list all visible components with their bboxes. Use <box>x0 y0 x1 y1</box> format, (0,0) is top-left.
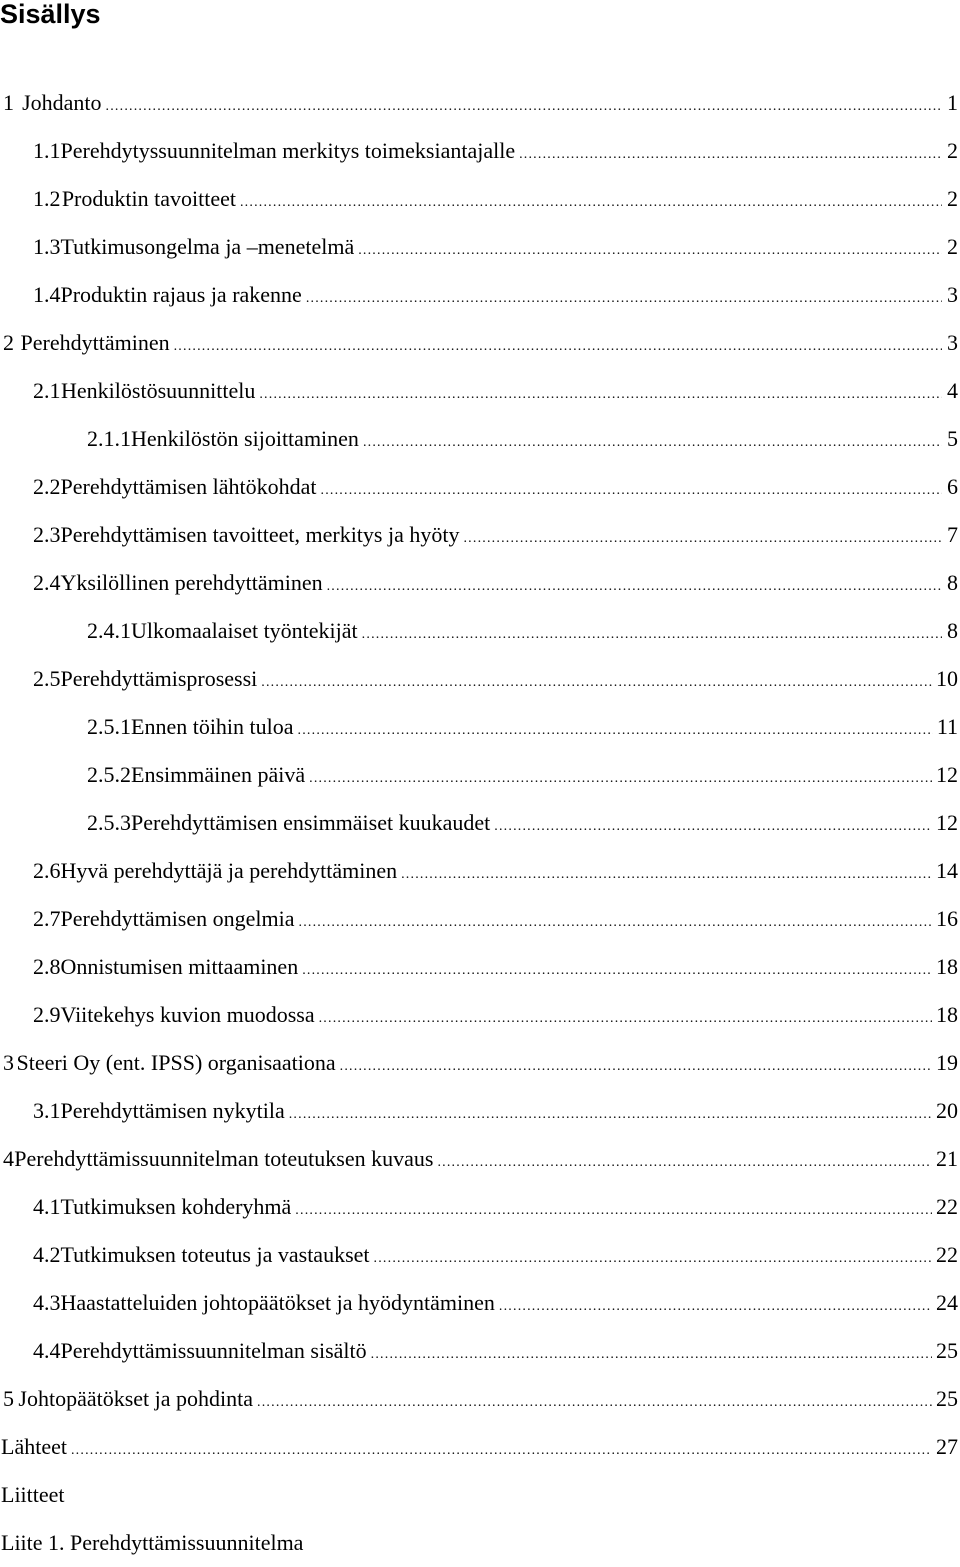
toc-entry-title: Perehdyttämisen tavoitteet, merkitys ja hyöty <box>60 522 460 547</box>
toc-entry-title: Johtopäätökset ja pohdinta <box>18 1386 254 1411</box>
toc-entry-title: Perehdyttämisen ensimmäiset kuukaudet <box>131 810 491 835</box>
toc-dot-leader <box>257 1379 932 1427</box>
toc-entry-number: 2.5.1 <box>87 714 131 739</box>
toc-entry[interactable] <box>0 607 960 655</box>
toc-entry-title: Ennen töihin tuloa <box>131 714 294 739</box>
toc-entry[interactable] <box>0 991 960 1039</box>
toc-dot-leader <box>289 1091 932 1139</box>
toc-entry-number: 2.5 <box>33 666 61 691</box>
toc-entry-title: Perehdyttämisen lähtökohdat <box>60 474 317 499</box>
toc-entry-title: Henkilöstön sijoittaminen <box>131 426 359 451</box>
toc-entry-page-number: 22 <box>936 1242 958 1267</box>
toc-entry[interactable] <box>0 1471 960 1519</box>
toc-entry[interactable] <box>0 1231 960 1279</box>
toc-entry-number: 3 <box>3 1050 14 1075</box>
toc-entry-number: 1.2 <box>33 186 61 211</box>
toc-entry-page-number: 20 <box>936 1098 958 1123</box>
toc-entry-page-number: 19 <box>936 1050 958 1075</box>
toc-entry-title: Ensimmäinen päivä <box>131 762 306 787</box>
toc-entry[interactable] <box>0 1135 960 1183</box>
toc-entry-title: Onnistumisen mittaaminen <box>60 954 299 979</box>
toc-entry-number: 1.4 <box>33 282 61 307</box>
toc-entry-number: 2.1 <box>33 378 61 403</box>
toc-entry-number: 2.4.1 <box>87 618 131 643</box>
toc-entry-number: 1.3 <box>33 234 61 259</box>
toc-dot-leader <box>340 1043 932 1091</box>
toc-dot-leader <box>240 179 942 227</box>
toc-entry-number: 2 <box>3 330 14 355</box>
toc-entry[interactable] <box>0 415 960 463</box>
toc-entry-page-number: 10 <box>936 666 958 691</box>
toc-entry-page-number: 14 <box>936 858 958 883</box>
toc-entry-page-number: 27 <box>936 1434 958 1459</box>
toc-entry-number: 2.5.2 <box>87 762 131 787</box>
toc-entry[interactable] <box>0 751 960 799</box>
toc-entry-title: Johdanto <box>22 90 102 115</box>
toc-entry-page-number: 2 <box>947 186 958 211</box>
toc-entry-page-number: 22 <box>936 1194 958 1219</box>
toc-dot-leader <box>106 83 942 131</box>
toc-entry[interactable] <box>0 511 960 559</box>
toc-entry-title: Hyvä perehdyttäjä ja perehdyttäminen <box>60 858 398 883</box>
toc-entry-title: Perehdyttäminen <box>20 330 170 355</box>
toc-entry-page-number: 25 <box>936 1338 958 1363</box>
toc-dot-leader <box>358 227 942 275</box>
toc-heading: Sisällys <box>0 0 101 29</box>
toc-dot-leader <box>306 275 942 323</box>
toc-entry[interactable] <box>0 847 960 895</box>
toc-entry[interactable] <box>0 79 960 127</box>
toc-entry[interactable] <box>0 1375 960 1423</box>
toc-entry-title: Produktin tavoitteet <box>61 186 236 211</box>
toc-entry[interactable] <box>0 367 960 415</box>
toc-entry-page-number: 18 <box>936 954 958 979</box>
toc-entry-page-number: 7 <box>947 522 958 547</box>
toc-dot-leader <box>302 947 932 995</box>
toc-dot-leader <box>295 1187 932 1235</box>
toc-entry-number: 4 <box>3 1146 14 1171</box>
toc-entry-title: Haastatteluiden johtopäätökset ja hyödyntäminen <box>60 1290 495 1315</box>
toc-entry-number: 4.3 <box>33 1290 61 1315</box>
toc-entry[interactable] <box>0 1039 960 1087</box>
toc-dot-leader <box>374 1235 932 1283</box>
toc-dot-leader <box>371 1331 932 1379</box>
toc-entry-page-number: 1 <box>947 90 958 115</box>
toc-entry[interactable] <box>0 943 960 991</box>
toc-dot-leader <box>261 659 932 707</box>
toc-entry-number: 2.5.3 <box>87 810 131 835</box>
toc-entry-number: 4.2 <box>33 1242 61 1267</box>
toc-entry-title: Tutkimuksen kohderyhmä <box>60 1194 292 1219</box>
toc-entry-title: Yksilöllinen perehdyttäminen <box>60 570 323 595</box>
toc-entry-title: Produktin rajaus ja rakenne <box>60 282 302 307</box>
toc-dot-leader <box>259 371 942 419</box>
toc-entry-page-number: 2 <box>947 234 958 259</box>
toc-entry-title: Perehdyttämissuunnitelman toteutuksen kuvaus <box>14 1146 434 1171</box>
toc-dot-leader <box>362 611 942 659</box>
toc-dot-leader <box>363 419 942 467</box>
toc-entry-page-number: 4 <box>947 378 958 403</box>
toc-entry-title: Liitteet <box>1 1482 65 1507</box>
toc-entry-number: 4.4 <box>33 1338 61 1363</box>
toc-entry-page-number: 18 <box>936 1002 958 1027</box>
toc-entry-number: 1.1 <box>33 138 61 163</box>
toc-entry[interactable] <box>0 271 960 319</box>
toc-entry-title: Steeri Oy (ent. IPSS) organisaationa <box>16 1050 336 1075</box>
toc-entry-number: 5 <box>3 1386 14 1411</box>
toc-entry-number: 2.3 <box>33 522 61 547</box>
toc-entry[interactable] <box>0 1279 960 1327</box>
toc-dot-leader <box>401 851 932 899</box>
toc-dot-leader <box>298 707 933 755</box>
toc-entry[interactable] <box>0 1183 960 1231</box>
toc-entry-title: Liite 1. Perehdyttämissuunnitelma <box>1 1530 304 1555</box>
toc-entry-page-number: 3 <box>947 330 958 355</box>
toc-entry-title: Perehdytyssuunnitelman merkitys toimeksiantajalle <box>60 138 516 163</box>
toc-entry-page-number: 11 <box>936 714 958 739</box>
toc-entry-page-number: 8 <box>947 570 958 595</box>
toc-entry-title: Perehdyttämisen ongelmia <box>60 906 295 931</box>
toc-dot-leader <box>174 323 942 371</box>
toc-dot-leader <box>327 563 942 611</box>
toc-entry[interactable] <box>0 1087 960 1135</box>
toc-entry-page-number: 25 <box>936 1386 958 1411</box>
toc-dot-leader <box>321 467 943 515</box>
toc-entry-title: Lähteet <box>1 1434 67 1459</box>
toc-dot-leader <box>499 1283 932 1331</box>
toc-dot-leader <box>299 899 933 947</box>
toc-entry-number: 2.2 <box>33 474 61 499</box>
toc-entry[interactable] <box>0 127 960 175</box>
toc-entry[interactable] <box>0 223 960 271</box>
toc-entry-page-number: 3 <box>947 282 958 307</box>
toc-entry-page-number: 2 <box>947 138 958 163</box>
toc-entry-number: 2.6 <box>33 858 61 883</box>
toc-entry-number: 2.8 <box>33 954 61 979</box>
toc-entry[interactable] <box>0 799 960 847</box>
toc-entry-page-number: 6 <box>947 474 958 499</box>
toc-entry-number: 2.1.1 <box>87 426 131 451</box>
toc-entry-number: 3.1 <box>33 1098 61 1123</box>
toc-entry[interactable] <box>0 895 960 943</box>
toc-dot-leader <box>437 1139 932 1187</box>
toc-entry-title: Ulkomaalaiset työntekijät <box>131 618 358 643</box>
toc-entry[interactable] <box>0 1327 960 1375</box>
toc-entry-number: 2.7 <box>33 906 61 931</box>
toc-entry-page-number: 12 <box>936 762 958 787</box>
toc-dot-leader <box>463 515 942 563</box>
toc-entry-page-number: 24 <box>936 1290 958 1315</box>
toc-dot-leader <box>71 1427 932 1475</box>
toc-entry-title: Henkilöstösuunnittelu <box>61 378 256 403</box>
toc-entry[interactable] <box>0 1519 960 1567</box>
toc-dot-leader <box>319 995 932 1043</box>
toc-entry[interactable] <box>0 655 960 703</box>
toc-dot-leader <box>494 803 932 851</box>
toc-entry[interactable] <box>0 175 960 223</box>
toc-entry-page-number: 21 <box>936 1146 958 1171</box>
toc-entry-number: 4.1 <box>33 1194 61 1219</box>
toc-entry-title: Perehdyttämisprosessi <box>60 666 258 691</box>
toc-entry[interactable] <box>0 559 960 607</box>
toc-entry-page-number: 8 <box>947 618 958 643</box>
toc-entry-title: Tutkimusongelma ja –menetelmä <box>60 234 355 259</box>
toc-dot-leader <box>519 131 942 179</box>
toc-entry-page-number: 16 <box>936 906 958 931</box>
toc-entry-title: Viitekehys kuvion muodossa <box>60 1002 315 1027</box>
toc-entry-number: 2.4 <box>33 570 61 595</box>
toc-entry-number: 2.9 <box>33 1002 61 1027</box>
toc-entry-title: Perehdyttämisen nykytila <box>60 1098 285 1123</box>
toc-dot-leader <box>309 755 932 803</box>
toc-entry[interactable] <box>0 1423 960 1471</box>
toc-entry-title: Perehdyttämissuunnitelman sisältö <box>60 1338 367 1363</box>
toc-entry[interactable] <box>0 463 960 511</box>
toc-entry-number: 1 <box>3 90 14 115</box>
toc-entry-title: Tutkimuksen toteutus ja vastaukset <box>60 1242 370 1267</box>
table-of-contents <box>0 79 960 1567</box>
toc-entry[interactable] <box>0 703 960 751</box>
toc-entry-page-number: 5 <box>947 426 958 451</box>
toc-entry-page-number: 12 <box>936 810 958 835</box>
toc-entry[interactable] <box>0 319 960 367</box>
